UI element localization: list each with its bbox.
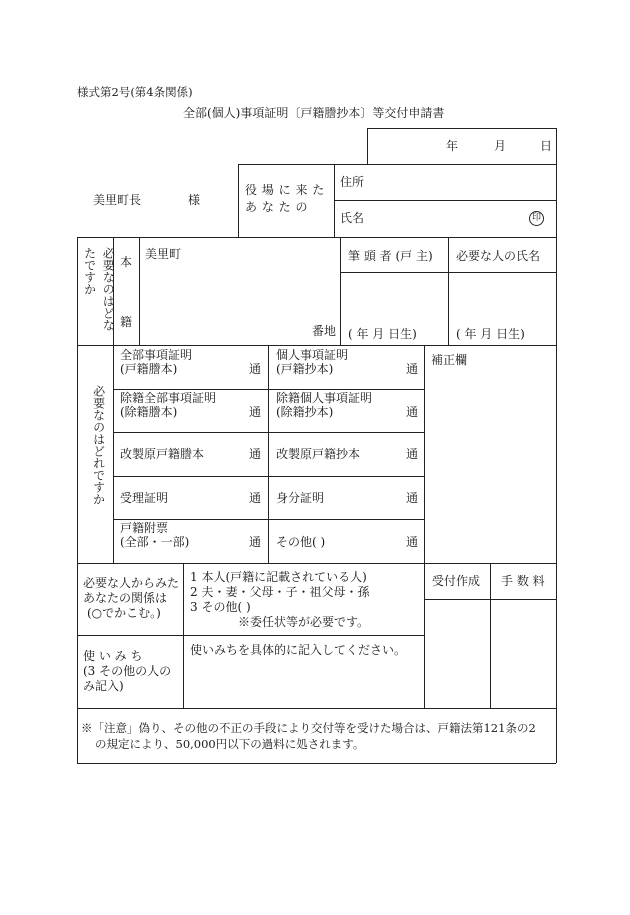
addressee: 美里町長 xyxy=(93,193,142,207)
correction-label: 補正欄 xyxy=(431,353,468,367)
head-birth-label: ( 年 月 日生) xyxy=(348,327,417,341)
notice-line1: ※「注意」偽り、その他の不正の手段により交付等を受けた場合は、戸籍法第121条の2 xyxy=(81,721,536,735)
needed-person-name-label: 必要な人の氏名 xyxy=(456,249,541,263)
relationship-label-line1: 必要な人からみた xyxy=(83,576,180,590)
cert-item-label: 受理証明 xyxy=(120,491,169,505)
cert-unit: 通 xyxy=(249,535,262,549)
relationship-option-1: 1 本人(戸籍に記載されている人) xyxy=(190,570,367,584)
cert-unit: 通 xyxy=(406,491,419,505)
cert-unit: 通 xyxy=(406,535,419,549)
relationship-option-2: 2 夫・妻・父母・子・祖父母・孫 xyxy=(190,585,370,599)
honseki-label-hon: 本 xyxy=(120,255,133,269)
date-year-label: 年 xyxy=(446,139,459,153)
date-day-label: 日 xyxy=(540,139,553,153)
cert-item-label: 全部事項証明 xyxy=(120,348,193,362)
head-of-household-label: 筆 頭 者 (戸 主) xyxy=(348,249,433,263)
cert-unit: 通 xyxy=(406,447,419,461)
honseki-town: 美里町 xyxy=(145,247,182,261)
cert-item-label: 改製原戸籍謄本 xyxy=(120,447,205,461)
cert-item-sublabel: (除籍謄本) xyxy=(120,405,178,419)
cert-unit: 通 xyxy=(406,362,419,376)
date-month-label: 月 xyxy=(494,139,507,153)
relationship-label-line3: (○でかこむ。) xyxy=(87,606,161,620)
usage-instruction: 使いみちを具体的に記入してください。 xyxy=(190,643,407,657)
usage-label-line2: (3 その他の人の xyxy=(83,664,172,678)
form-number: 様式第2号(第4条関係) xyxy=(77,85,193,99)
cert-unit: 通 xyxy=(249,362,262,376)
usage-label-line3: み記入) xyxy=(83,679,124,693)
cert-unit: 通 xyxy=(406,405,419,419)
relationship-note: ※委任状等が必要です。 xyxy=(238,615,370,629)
address-label: 住所 xyxy=(340,175,365,189)
cert-item-label: 戸籍附票 xyxy=(120,521,169,535)
notice-line2: の規定により、50,000円以下の過料に処されます。 xyxy=(95,737,365,751)
fee-label: 手 数 料 xyxy=(501,574,545,588)
form-title: 全部(個人)事項証明〔戸籍謄抄本〕等交付申請書 xyxy=(183,106,445,120)
usage-label-line1: 使 い み ち xyxy=(83,649,143,663)
cert-item-label: その他( ) xyxy=(276,535,326,549)
honseki-label-seki: 籍 xyxy=(120,315,133,329)
needed-person-birth-label: ( 年 月 日生) xyxy=(456,327,525,341)
receipt-label: 受付作成 xyxy=(432,574,481,588)
cert-item-label: 除籍個人事項証明 xyxy=(276,391,373,405)
addressee-suffix: 様 xyxy=(188,193,201,207)
name-label: 氏名 xyxy=(340,211,365,225)
cert-unit: 通 xyxy=(249,491,262,505)
relationship-option-3: 3 その他( ) xyxy=(190,600,251,614)
relationship-label-line2: あなたの関係は xyxy=(83,591,168,605)
cert-item-label: 身分証明 xyxy=(276,491,325,505)
cert-unit: 通 xyxy=(249,447,262,461)
cert-item-label: 個人事項証明 xyxy=(276,348,349,362)
purpose-vertical-label: 必要なのはどなたですか xyxy=(82,247,116,331)
visitor-label-line1: 役 場 に 来 た xyxy=(245,183,325,197)
cert-item-sublabel: (全部・一部) xyxy=(120,535,190,549)
cert-item-label: 除籍全部事項証明 xyxy=(120,391,217,405)
visitor-label-line2: あ な た の xyxy=(245,200,308,214)
seal-mark: 印 xyxy=(529,211,544,226)
cert-item-sublabel: (戸籍抄本) xyxy=(276,362,334,376)
certificate-vertical-label: 必要なのはどれですか xyxy=(91,385,106,505)
cert-unit: 通 xyxy=(249,405,262,419)
cert-item-sublabel: (戸籍謄本) xyxy=(120,362,178,376)
cert-item-sublabel: (除籍抄本) xyxy=(276,405,334,419)
honseki-banchi: 番地 xyxy=(312,324,337,338)
cert-item-label: 改製原戸籍抄本 xyxy=(276,447,361,461)
